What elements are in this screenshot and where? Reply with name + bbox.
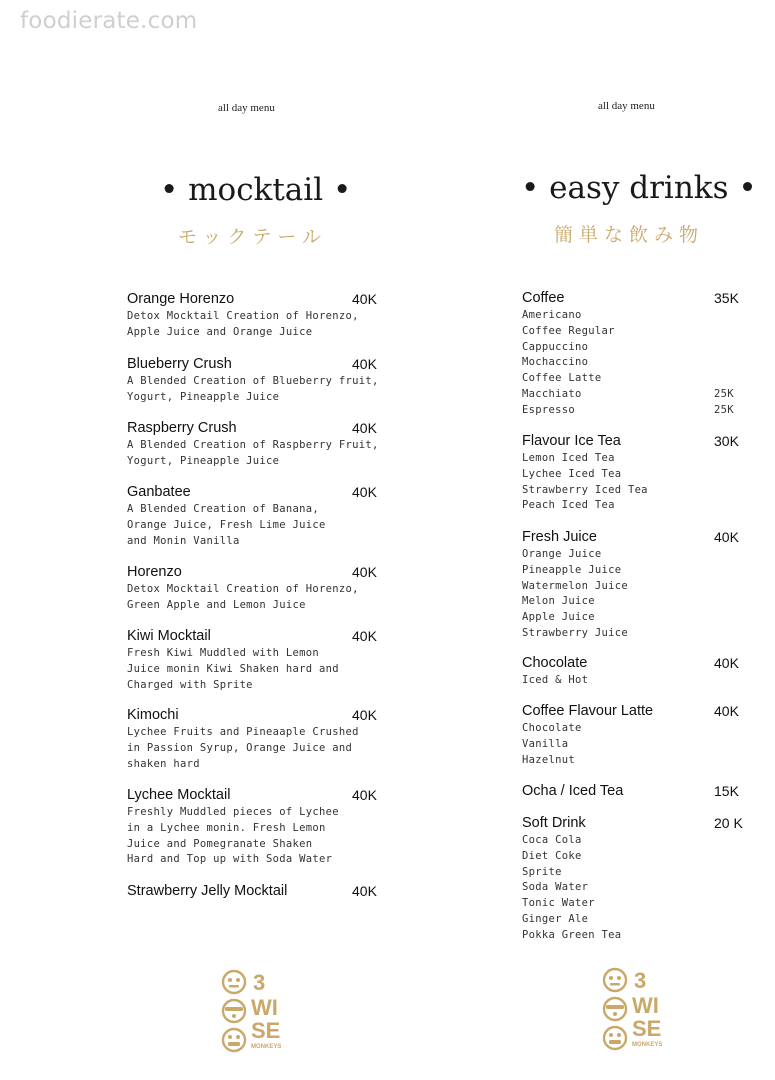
page-label: all day menu: [218, 102, 275, 114]
menu-page-mocktail: [0, 0, 387, 1080]
item-name: Coffee: [522, 290, 565, 306]
sub-item-name: Orange Juice: [522, 548, 602, 560]
item-name: Coffee Flavour Latte: [522, 703, 654, 719]
item-price: 20 K: [714, 815, 743, 831]
item-description: Detox Mocktail Creation of Horenzo,: [127, 583, 359, 595]
sub-item: [522, 849, 746, 865]
item-description: Detox Mocktail Creation of Horenzo,: [127, 310, 359, 322]
item-description: Hard and Top up with Soda Water: [127, 853, 333, 866]
sub-item-name: Coffee Latte: [522, 372, 602, 385]
item-description: Yogurt, Pineapple Juice: [127, 390, 280, 403]
item-description: A Blended Creation of Blueberry fruit,: [127, 375, 379, 387]
menu-item: [522, 655, 746, 689]
sub-item-name: Soda Water: [522, 881, 589, 894]
sub-item-name: Ginger Ale: [522, 912, 589, 925]
sub-item-name: Strawberry Juice: [522, 626, 628, 639]
sub-item: [522, 467, 746, 483]
logo-graphic: [220, 966, 290, 1056]
logo-text: WI: [632, 993, 659, 1018]
sub-item: [522, 626, 746, 642]
sub-item-name: Peach Iced Tea: [522, 499, 615, 512]
sub-item: [522, 451, 746, 467]
sub-item: [522, 896, 746, 912]
sub-item: [522, 912, 746, 928]
item-price: 40K: [352, 484, 377, 500]
sub-item-name: Iced & Hot: [522, 674, 589, 686]
logo-text: MONKEYS: [251, 1044, 282, 1050]
sub-item: [522, 610, 746, 626]
logo-text: WI: [251, 995, 278, 1020]
sub-item-name: Diet Coke: [522, 849, 582, 862]
sub-item-name: Apple Juice: [522, 611, 595, 624]
three-wise-monkeys-logo: [220, 966, 290, 1056]
sub-item-name: Tonic Water: [522, 897, 595, 910]
menu-item: [127, 628, 381, 693]
item-price: 40K: [714, 529, 739, 545]
item-name: Ganbatee: [127, 484, 191, 500]
sub-item: [522, 880, 746, 896]
logo-text: SE: [251, 1018, 281, 1043]
menu-page-easy-drinks: [387, 0, 775, 1080]
sub-item: [522, 563, 746, 579]
sub-item: [522, 355, 746, 371]
item-price: 40K: [352, 356, 377, 372]
logo-graphic: [601, 964, 671, 1054]
menu-item: [522, 290, 746, 419]
sub-item: [522, 865, 746, 881]
sub-item: [522, 308, 746, 324]
sub-item-name: Mochaccino: [522, 356, 589, 369]
sub-item: [522, 547, 746, 563]
section-title: • easy drinks •: [521, 170, 757, 206]
item-description: Green Apple and Lemon Juice: [127, 598, 306, 611]
item-price: 40K: [714, 655, 739, 671]
item-description: Juice and Pomegranate Shaken: [127, 837, 313, 850]
item-price: 40K: [352, 787, 377, 803]
sub-item-price: 25K: [714, 387, 734, 400]
sub-item: [522, 594, 746, 610]
menu-item: [522, 815, 746, 944]
section-subtitle-japanese: 簡単な飲み物: [554, 224, 705, 246]
item-name: Kimochi: [127, 707, 179, 723]
item-description: and Monin Vanilla: [127, 534, 240, 547]
sub-item-name: Lemon Iced Tea: [522, 452, 615, 464]
sub-item: [522, 324, 746, 340]
item-name: Fresh Juice: [522, 529, 597, 545]
menu-item: [127, 420, 381, 470]
sub-item: [522, 579, 746, 595]
item-name: Chocolate: [522, 655, 588, 671]
item-description: in a Lychee monin. Fresh Lemon: [127, 821, 326, 834]
sub-item-name: Cappuccino: [522, 340, 589, 353]
logo-text: 3: [253, 970, 266, 995]
sub-item: [522, 340, 746, 356]
sub-item: [522, 387, 746, 403]
menu-item: [522, 433, 746, 514]
item-description: Freshly Muddled pieces of Lychee: [127, 806, 339, 818]
sub-item-name: Chocolate: [522, 722, 582, 734]
sub-item-name: Macchiato: [522, 387, 582, 400]
item-price: 40K: [352, 291, 377, 307]
sub-item: [522, 498, 746, 514]
item-name: Flavour Ice Tea: [522, 433, 621, 449]
item-name: Ocha / Iced Tea: [522, 783, 624, 799]
item-description: Yogurt, Pineapple Juice: [127, 454, 280, 467]
item-name: Lychee Mocktail: [127, 787, 231, 803]
sub-item: [522, 833, 746, 849]
section-subtitle-japanese: モックテール: [178, 226, 328, 248]
item-price: 30K: [714, 433, 739, 449]
item-name: Strawberry Jelly Mocktail: [127, 883, 288, 899]
item-name: Horenzo: [127, 564, 182, 580]
menu-item: [522, 703, 746, 768]
item-name: Blueberry Crush: [127, 356, 232, 372]
sub-item: [522, 753, 746, 769]
section-title: • mocktail •: [160, 172, 352, 208]
sub-item-name: Watermelon Juice: [522, 579, 628, 592]
sub-item-price: 25K: [714, 403, 734, 416]
sub-item-name: Espresso: [522, 403, 575, 416]
sub-item: [522, 673, 746, 689]
item-name: Kiwi Mocktail: [127, 628, 211, 644]
logo-text: 3: [634, 968, 647, 993]
sub-item-name: Pokka Green Tea: [522, 928, 622, 941]
item-description: shaken hard: [127, 757, 200, 770]
item-price: 40K: [352, 628, 377, 644]
item-description: in Passion Syrup, Orange Juice and: [127, 741, 353, 754]
item-price: 40K: [714, 703, 739, 719]
page-label: all day menu: [598, 100, 655, 112]
sub-item-name: Pineapple Juice: [522, 563, 622, 576]
item-name: Soft Drink: [522, 815, 586, 831]
item-name: Orange Horenzo: [127, 291, 235, 307]
item-description: Lychee Fruits and Pineaaple Crushed: [127, 726, 359, 738]
sub-item: [522, 928, 746, 944]
menu-item: [127, 787, 381, 868]
item-name: Raspberry Crush: [127, 420, 237, 436]
item-description: Orange Juice, Fresh Lime Juice: [127, 518, 326, 531]
menu-item: [127, 291, 381, 341]
sub-item: [522, 371, 746, 387]
sub-item: [522, 737, 746, 753]
menu-item: [522, 529, 746, 642]
sub-item-name: Coffee Regular: [522, 324, 615, 337]
item-price: 15K: [714, 783, 739, 799]
item-description: A Blended Creation of Banana,: [127, 503, 320, 515]
item-price: 40K: [352, 564, 377, 580]
sub-item-name: Sprite: [522, 865, 562, 878]
item-description: A Blended Creation of Raspberry Fruit,: [127, 439, 379, 451]
sub-item-name: Vanilla: [522, 737, 569, 750]
sub-item-name: Lychee Iced Tea: [522, 467, 622, 480]
sub-item-name: Strawberry Iced Tea: [522, 483, 648, 496]
item-description: Apple Juice and Orange Juice: [127, 325, 313, 338]
menu-item: [522, 783, 746, 801]
sub-item-name: Hazelnut: [522, 753, 575, 766]
item-price: 35K: [714, 290, 739, 306]
sub-item: [522, 721, 746, 737]
menu-item: [127, 883, 381, 901]
item-price: 40K: [352, 420, 377, 436]
watermark: foodierate.com: [20, 8, 198, 34]
sub-item-name: Melon Juice: [522, 595, 595, 608]
item-description: Charged with Sprite: [127, 678, 253, 691]
item-description: Juice monin Kiwi Shaken hard and: [127, 662, 339, 675]
item-price: 40K: [352, 883, 377, 899]
menu-item: [127, 484, 381, 549]
sub-item-name: Coca Cola: [522, 834, 582, 846]
three-wise-monkeys-logo: [601, 964, 671, 1054]
menu-item: [127, 356, 381, 406]
sub-item: [522, 403, 746, 419]
item-price: 40K: [352, 707, 377, 723]
logo-text: MONKEYS: [632, 1042, 663, 1048]
logo-text: SE: [632, 1016, 662, 1041]
sub-item-name: Americano: [522, 309, 582, 321]
menu-item: [127, 707, 381, 772]
sub-item: [522, 483, 746, 499]
item-description: Fresh Kiwi Muddled with Lemon: [127, 647, 320, 659]
menu-item: [127, 564, 381, 614]
